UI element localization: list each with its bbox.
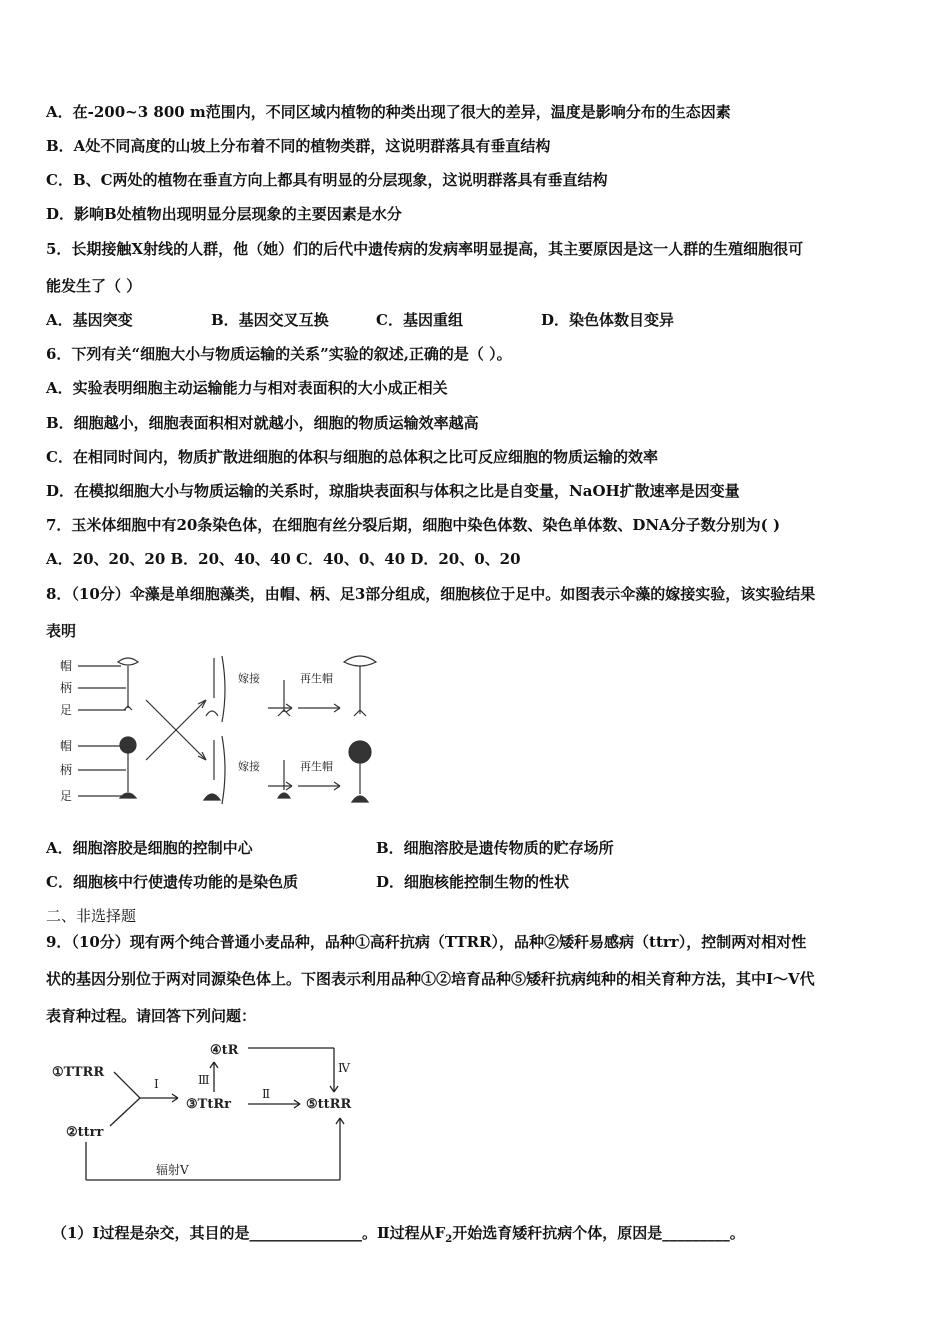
q5-option-a: A．基因突变 xyxy=(46,311,133,329)
process-3: Ⅲ xyxy=(198,1073,210,1087)
q9-stem-line2: 状的基因分别位于两对同源染色体上。下图表示利用品种①②培育品种⑤矮秆抗病纯种的相关育种方法，其中Ⅰ～Ⅴ代 xyxy=(46,970,815,988)
q9-sub1-subscript: 2 xyxy=(445,1234,453,1245)
label-regen-1: 再生帽 xyxy=(300,672,333,685)
q5-options xyxy=(46,310,674,330)
label-foot-2: 足 xyxy=(60,789,73,803)
q4-option-c: C．B、C两处的植物在垂直方向上都具有明显的分层现象，这说明群落具有垂直结构 xyxy=(46,171,608,189)
q9-sub1-part2: 开始选育矮秆抗病个体，原因是_________。 xyxy=(452,1224,745,1242)
process-1: Ⅰ xyxy=(154,1077,159,1091)
label-graft-2: 嫁接 xyxy=(238,760,260,773)
label-stalk-1: 柄 xyxy=(60,681,73,695)
node-1: ①TTRR xyxy=(52,1065,105,1080)
q5-stem-line2: 能发生了（ ） xyxy=(46,277,142,295)
q4-option-d: D．影响B处植物出现明显分层现象的主要因素是水分 xyxy=(46,205,402,223)
q9-stem-line3: 表育种过程。请回答下列问题： xyxy=(46,1007,257,1025)
label-graft-1: 嫁接 xyxy=(238,672,260,685)
q6-stem: 6．下列有关“细胞大小与物质运输的关系”实验的叙述,正确的是（ ）。 xyxy=(46,345,512,363)
q6-option-b: B．细胞越小，细胞表面积相对就越小，细胞的物质运输效率越高 xyxy=(46,414,479,432)
q8-option-d: D．细胞核能控制生物的性状 xyxy=(376,873,570,891)
q7-options: A．20、20、20 B．20、40、40 C．40、0、40 D．20、0、20 xyxy=(46,550,521,568)
q8-options-row2 xyxy=(46,872,569,892)
q5-stem-line1: 5．长期接触X射线的人群，他（她）们的后代中遗传病的发病率明显提高，其主要原因是这一人群的生殖细胞很可 xyxy=(46,240,804,258)
q4-option-b: B．A处不同高度的山坡上分布着不同的植物类群，这说明群落具有垂直结构 xyxy=(46,137,551,155)
q8-option-b: B．细胞溶胶是遗传物质的贮存场所 xyxy=(376,839,614,857)
breeding-diagram xyxy=(48,1036,378,1186)
node-4: ④tR xyxy=(210,1043,239,1058)
process-5: 辐射Ⅴ xyxy=(156,1163,189,1177)
section-heading: 二、非选择题 xyxy=(46,907,137,925)
node-2: ②ttrr xyxy=(66,1125,104,1140)
q5-option-b: B．基因交叉互换 xyxy=(211,311,329,329)
q5-option-d: D．染色体数目变异 xyxy=(541,311,675,329)
q8-stem-line1: 8．（10分）伞藻是单细胞藻类，由帽、柄、足3部分组成，细胞核位于足中。如图表示伞藻的嫁接实验，该实验结果 xyxy=(46,585,816,603)
q4-option-a: A．在-200~3 800 m范围内，不同区域内植物的种类出现了很大的差异，温度是影响分布的生态因素 xyxy=(46,103,731,121)
process-4: Ⅳ xyxy=(338,1061,350,1075)
q9-stem-line1: 9．（10分）现有两个纯合普通小麦品种，品种①高秆抗病（TTRR），品种②矮秆易感病（ttrr），控制两对相对性 xyxy=(46,933,807,951)
label-cap-1: 帽 xyxy=(60,659,73,673)
q6-option-d: D．在模拟细胞大小与物质运输的关系时，琼脂块表面积与体积之比是自变量，NaOH扩散速率是因变量 xyxy=(46,482,740,500)
q6-option-a: A．实验表明细胞主动运输能力与相对表面积的大小成正相关 xyxy=(46,379,448,397)
label-stalk-2: 柄 xyxy=(60,763,73,777)
q5-option-c: C．基因重组 xyxy=(376,311,463,329)
q8-options-row1 xyxy=(46,838,614,858)
q7-stem: 7．玉米体细胞中有20条染色体，在细胞有丝分裂后期，细胞中染色体数、染色单体数、DNA分子数分别为( ) xyxy=(46,516,781,534)
q8-stem-line2: 表明 xyxy=(46,622,77,640)
q8-option-a: A．细胞溶胶是细胞的控制中心 xyxy=(46,839,253,857)
label-cap-2: 帽 xyxy=(60,739,73,753)
q9-sub1 xyxy=(52,1223,745,1250)
node-3: ③TtRr xyxy=(186,1097,231,1112)
label-foot-1: 足 xyxy=(60,703,73,717)
q9-sub1-part1: （1）Ⅰ过程是杂交，其目的是_______________。Ⅱ过程从F xyxy=(52,1224,446,1242)
acetabularia-graft-figure xyxy=(56,650,396,810)
label-regen-2: 再生帽 xyxy=(300,760,333,773)
q8-option-c: C．细胞核中行使遗传功能的是染色质 xyxy=(46,873,298,891)
node-5: ⑤ttRR xyxy=(306,1097,352,1112)
process-2: Ⅱ xyxy=(262,1087,271,1101)
q6-option-c: C．在相同时间内，物质扩散进细胞的体积与细胞的总体积之比可反应细胞的物质运输的效率 xyxy=(46,448,658,466)
